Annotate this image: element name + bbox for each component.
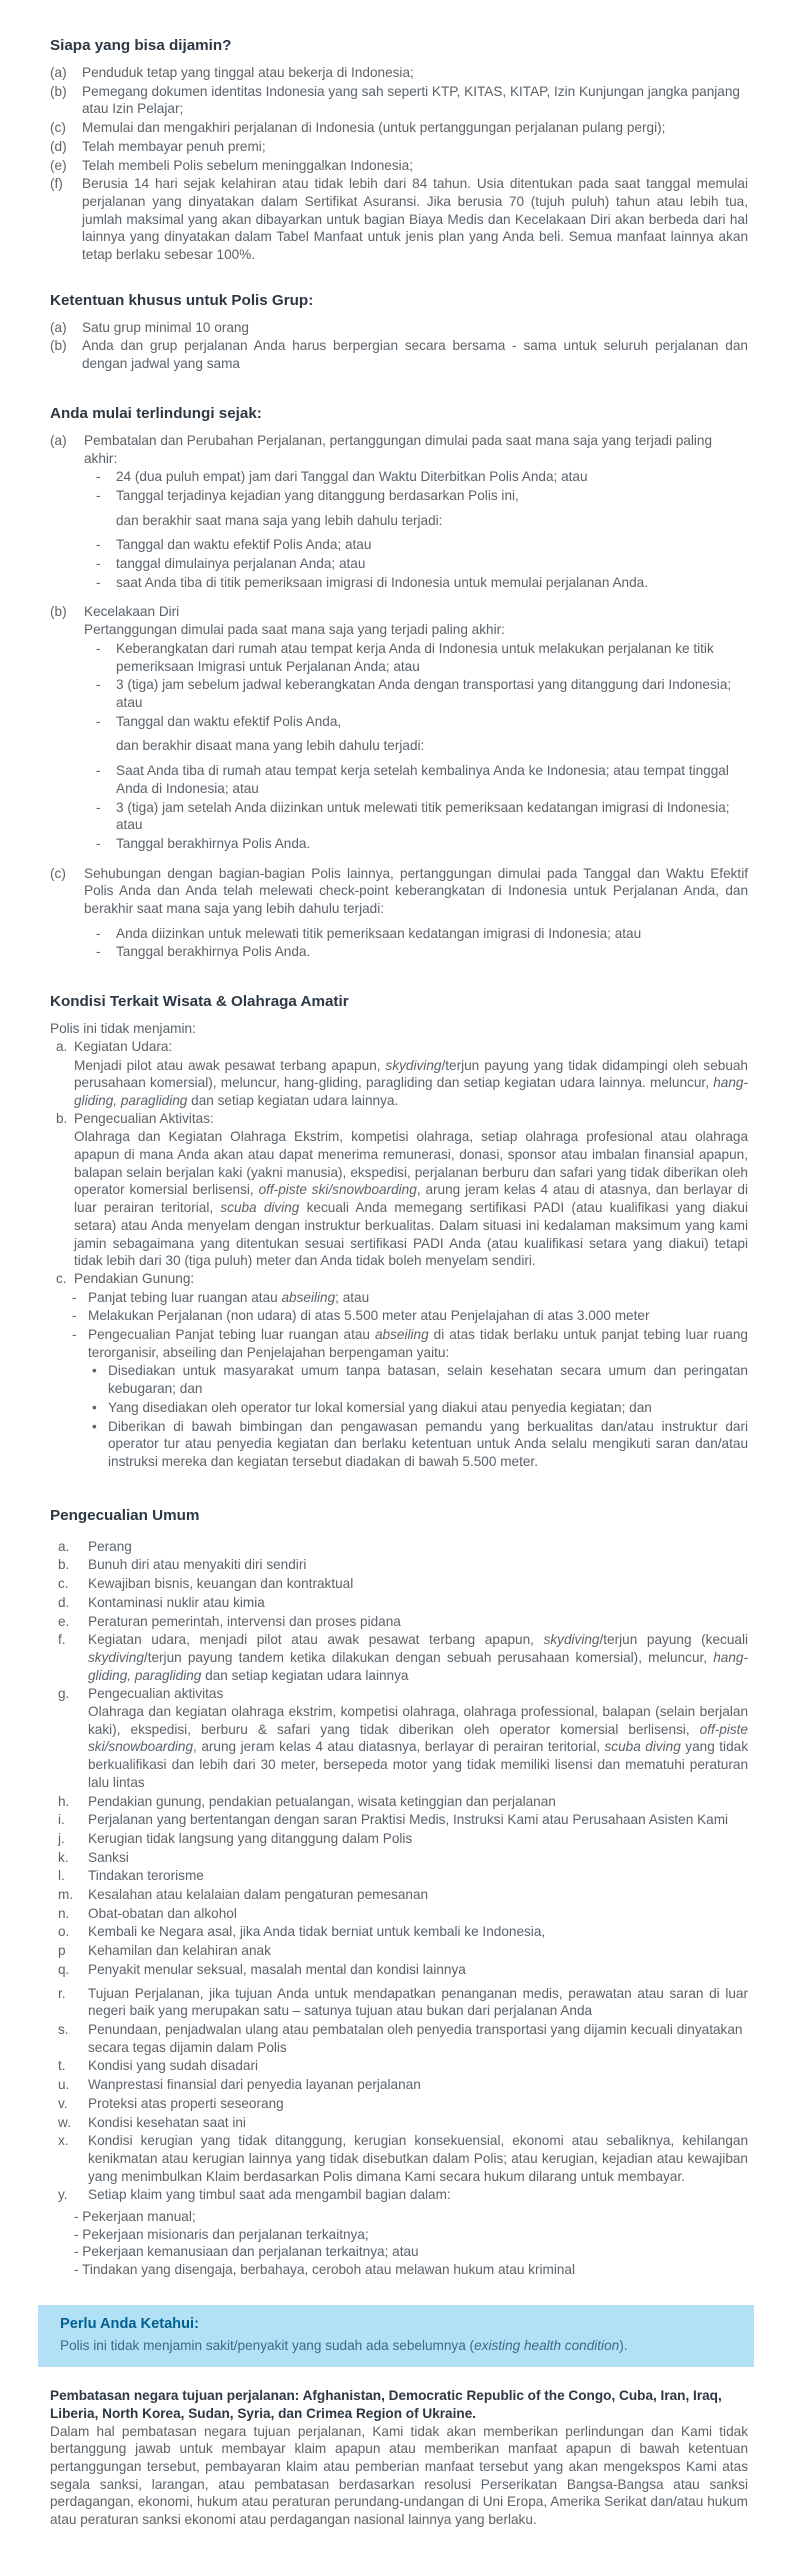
list-text: Tanggal terjadinya kejadian yang ditanggung berdasarkan Polis ini, — [116, 487, 519, 503]
list-item — [96, 574, 748, 592]
list-marker: b. — [56, 1110, 68, 1126]
list-text: Panjat tebing luar ruangan atau abseiling; atau — [88, 1289, 370, 1305]
list-text: Penundaan, penjadwalan ulang atau pembatalan oleh penyedia transportasi yang dijamin kecuali dinyatakan secara tegas dijamin dalam Polis — [88, 2021, 743, 2055]
spacer — [50, 2279, 748, 2305]
list-marker: t. — [58, 2058, 66, 2074]
list-marker: b. — [58, 1557, 70, 1573]
list-text: Keberangkatan dari rumah atau tempat kerja Anda di Indonesia untuk melakukan perjalanan ke titik pemeriksaan Imigrasi untuk Perjalanan Anda; atau — [116, 640, 714, 674]
list-marker: c. — [56, 1270, 67, 1286]
list-marker: - — [96, 763, 101, 779]
list-item — [50, 157, 748, 175]
list-item — [58, 1905, 748, 1923]
list-item — [96, 835, 748, 853]
paragraph: Dalam hal pembatasan negara tujuan perjalanan, Kami tidak akan memberikan perlindungan dan Kami tidak bertanggung jawab untuk membayar klaim apapun atau memberikan manfaat apapun di bawah ketentuan pertanggungan tersebut, pembayaran klaim atau pemberian manfaat tersebut yang akan mengekspos Kami atas segala sanksi, larangan, atau pembatasan berdasarkan resolusi Perserikatan Bangsa-Bangsa atau sanksi perdagangan, ekonomi, hukum atau peraturan perundang-undangan di Uni Eropa, Amerika Serikat dan/atau hukum atau peraturan sanksi ekonomi atau perdagangan nasional lainnya yang berlaku. — [50, 2423, 748, 2528]
list-marker: p — [58, 1943, 66, 1959]
list-marker: (b) — [50, 604, 67, 620]
list-text: 3 (tiga) jam sebelum jadwal keberangkatan Anda dengan transportasi yang ditanggung dari Indonesia; atau — [116, 677, 732, 710]
list-marker: f. — [58, 1632, 66, 1648]
list-item — [56, 1270, 748, 1288]
list-item — [96, 925, 748, 943]
list-item — [58, 2057, 748, 2075]
list-text: Tanggal dan waktu efektif Polis Anda, — [116, 713, 342, 729]
list-marker: e. — [58, 1613, 70, 1629]
list-text: Perang — [88, 1538, 132, 1554]
list-item — [58, 1556, 748, 1574]
list-item — [92, 1418, 748, 1471]
list-text: Kembali ke Negara asal, jika Anda tidak berniat untuk kembali ke Indonesia, — [88, 1924, 546, 1940]
list-item — [58, 2021, 748, 2056]
paragraph: - Pekerjaan kemanusiaan dan perjalanan terkaitnya; atau — [74, 2244, 419, 2260]
list-item — [58, 2076, 748, 2094]
list-marker: - — [96, 713, 101, 729]
list-item — [58, 1961, 748, 1979]
list-text: Anda dan grup perjalanan Anda harus berpergian secara bersama - sama untuk seluruh perjalanan dan dengan jadwal yang sama — [82, 338, 748, 372]
list-text: Penduduk tetap yang tinggal atau bekerja di Indonesia; — [82, 65, 414, 80]
list-marker: h. — [58, 1793, 70, 1809]
list-item — [50, 175, 748, 264]
list-marker: s. — [58, 2021, 69, 2037]
list-text: Wanprestasi finansial dari penyedia layanan perjalanan — [88, 2077, 421, 2093]
list-marker: (b) — [50, 338, 67, 354]
list-marker: - — [72, 1308, 77, 1324]
list-marker: (b) — [50, 83, 67, 99]
list-text: Pengecualian aktivitas Olahraga dan kegiatan olahraga ekstrim, kompetisi olahraga, olahraga professional, balapan (selain berjalan kaki), ekspedisi, berburu & safari yang tidak diberikan oleh operator komersial berlisensi, off-piste ski/snowboarding, arung jeram kelas 4 atau diatasnya, berlayar di perairan teritorial, scuba diving yang tidak berkualifikasi dan lebih dari 30 meter, bersepeda motor yang tidak memiliki lisensi dan mematuhi peraturan lalu lintas — [88, 1686, 748, 1790]
list-text: Peraturan pemerintah, intervensi dan proses pidana — [88, 1613, 401, 1629]
list-text: Kondisi yang sudah disadari — [88, 2058, 259, 2074]
list-marker: g. — [58, 1686, 70, 1702]
paragraph: dan berakhir saat mana saja yang lebih dahulu terjadi: — [116, 512, 443, 528]
list-text: Obat-obatan dan alkohol — [88, 1905, 237, 1921]
list-marker: - — [72, 1289, 77, 1305]
list-text: Pendakian gunung, pendakian petualangan, wisata ketinggian dan perjalanan — [88, 1793, 556, 1809]
list-item — [72, 1326, 748, 1361]
list-marker: (a) — [50, 432, 67, 448]
list-item — [96, 468, 748, 486]
list-item — [56, 1110, 748, 1128]
list-item — [58, 1631, 748, 1684]
paragraph: dan berakhir disaat mana yang lebih dahulu terjadi: — [116, 738, 425, 754]
spacer — [50, 2367, 748, 2387]
list-item — [50, 432, 748, 467]
list-text: Satu grup minimal 10 orang — [82, 319, 249, 335]
list-item — [58, 1942, 748, 1960]
list-marker: o. — [58, 1924, 70, 1940]
list-marker: (c) — [50, 865, 66, 881]
spacer — [50, 592, 748, 603]
list-text: Yang disediakan oleh operator tur lokal komersial yang diakui atau penyedia kegiatan; dan — [108, 1399, 652, 1415]
list-text: tanggal dimulainya perjalanan Anda; atau — [116, 556, 366, 572]
list-item — [58, 1594, 748, 1612]
list-item — [58, 1849, 748, 1867]
list-marker: - — [72, 1327, 77, 1343]
list-text: 24 (dua puluh empat) jam dari Tanggal dan Waktu Diterbitkan Polis Anda; atau — [116, 469, 588, 485]
list-text: saat Anda tiba di titik pemeriksaan imigrasi di Indonesia untuk memulai perjalanan Anda. — [116, 574, 648, 590]
list-marker: y. — [58, 2187, 68, 2203]
list-item — [58, 1867, 748, 1885]
paragraph: Menjadi pilot atau awak pesawat terbang apapun, skydiving/terjun payung yang tidak didampingi oleh sebuah perusahaan komersial), meluncur, hang-gliding, paragliding dan setiap kegiatan udara lainnya. meluncur, hang-gliding, paragliding dan setiap kegiatan udara lainnya. — [74, 1057, 748, 1108]
list-item — [50, 138, 748, 156]
list-marker: (e) — [50, 157, 67, 173]
list-item — [96, 555, 748, 573]
list-item — [50, 119, 748, 137]
list-marker: x. — [58, 2133, 69, 2149]
list-text: Memulai dan mengakhiri perjalanan di Indonesia (untuk pertanggungan perjalanan pulang pergi); — [82, 120, 666, 136]
list-marker: - — [96, 677, 101, 693]
list-marker: - — [96, 556, 101, 572]
list-text: Penyakit menular seksual, masalah mental dan kondisi lainnya — [88, 1961, 466, 1977]
list-marker: l. — [58, 1868, 65, 1884]
section-heading: Siapa yang bisa dijamin? — [50, 37, 232, 54]
section-heading: Pengecualian Umum — [50, 1506, 200, 1524]
list-marker: a. — [56, 1038, 68, 1054]
list-marker: - — [96, 925, 101, 941]
list-text: Telah membayar penuh premi; — [82, 138, 266, 154]
list-marker: - — [96, 640, 101, 656]
list-marker: r. — [58, 1985, 66, 2001]
list-marker: • — [92, 1399, 97, 1415]
list-text: Telah membeli Polis sebelum meninggalkan Indonesia; — [82, 157, 413, 173]
list-text: 3 (tiga) jam setelah Anda diizinkan untuk melewati titik pemeriksaan kedatangan imigrasi di Indonesia; atau — [116, 799, 730, 833]
list-text: Kondisi kesehatan saat ini — [88, 2114, 246, 2130]
list-marker: i. — [58, 1812, 65, 1828]
list-item — [58, 1985, 748, 2020]
list-text: Berusia 14 hari sejak kelahiran atau tidak lebih dari 84 tahun. Usia ditentukan pada saat tanggal memulai perjalanan yang dinyatakan dalam Sertifikat Asuransi. Jika berusia 70 (tujuh puluh) tahun atau lebih tua, jumlah maksimal yang akan dibayarkan untuk bagian Biaya Medis dan Kecelakaan Diri akan berbeda dari hal lainnya yang dinyatakan dalam Tabel Manfaat untuk jenis plan yang Anda beli. Semua manfaat lainnya akan tetap berlaku sebesar 100%. — [82, 176, 748, 263]
list-marker: j. — [58, 1830, 65, 1846]
list-text: Saat Anda tiba di rumah atau tempat kerja setelah kembalinya Anda ke Indonesia; atau tempat tinggal Anda di Indonesia; atau — [116, 763, 729, 796]
list-item — [50, 603, 748, 638]
list-marker: w. — [58, 2114, 71, 2130]
list-text: Sehubungan dengan bagian-bagian Polis lainnya, pertanggungan dimulai pada Tanggal dan Waktu Efektif Polis Anda dan Anda telah melewati check-point keberangkatan di Indonesia untuk Perjalanan Anda, dan berakhir saat mana saja yang lebih dahulu terjadi: — [84, 865, 748, 917]
list-marker: (a) — [50, 319, 67, 335]
spacer — [50, 265, 748, 291]
list-marker: • — [92, 1363, 97, 1379]
list-text: Kondisi kerugian yang tidak ditanggung, kerugian konsekuensial, ekonomi atau sebaliknya, kehilangan kenikmatan atau kerugian lainnya yang tidak disebutkan dalam Polis; atau kerugian, kejadian atau kewajiban yang menimbulkan Klaim berdasarkan Polis dimana Kami secara hukum dilarang untuk membayar. — [88, 2133, 748, 2184]
list-item — [58, 1613, 748, 1631]
spacer — [50, 374, 748, 404]
list-item — [50, 865, 748, 918]
list-item — [58, 1793, 748, 1811]
list-text: Perjalanan yang bertentangan dengan saran Praktisi Medis, Instruksi Kami atau Perusahaan Asisten Kami — [88, 1812, 729, 1828]
list-item — [72, 1289, 748, 1307]
paragraph: Polis ini tidak menjamin: — [50, 1021, 196, 1037]
list-item — [72, 1307, 748, 1325]
list-text: Pemegang dokumen identitas Indonesia yang sah seperti KTP, KITAS, KITAP, Izin Kunjungan jangka panjang atau Izin Pelajar; — [82, 83, 740, 117]
list-text: Tanggal berakhirnya Polis Anda. — [116, 835, 311, 851]
list-text: Kegiatan udara, menjadi pilot atau awak pesawat terbang apapun, skydiving/terjun payung (kecuali skydiving/terjun payung tandem ketika dilakukan dengan sebuah perusahaan komersial), meluncur, hang-gliding, paragliding dan setiap kegiatan udara lainnya — [88, 1632, 748, 1683]
paragraph: - Pekerjaan misionaris dan perjalanan terkaitnya; — [74, 2226, 369, 2242]
list-text: Anda diizinkan untuk melewati titik pemeriksaan kedatangan imigrasi di Indonesia; atau — [116, 925, 642, 941]
list-item — [50, 337, 748, 372]
list-text: Setiap klaim yang timbul saat ada mengambil bagian dalam: — [88, 2187, 451, 2203]
list-marker: (c) — [50, 120, 66, 136]
list-item — [58, 1886, 748, 1904]
list-item — [96, 713, 748, 731]
list-item — [50, 83, 748, 118]
list-marker: (d) — [50, 138, 67, 154]
list-marker: - — [96, 835, 101, 851]
list-text: Sanksi — [88, 1849, 129, 1865]
list-item — [58, 1575, 748, 1593]
spacer — [50, 962, 748, 992]
list-text: Kewajiban bisnis, keuangan dan kontraktual — [88, 1576, 354, 1592]
list-marker: (f) — [50, 176, 63, 192]
list-marker: q. — [58, 1961, 70, 1977]
spacer — [50, 854, 748, 865]
list-marker: - — [96, 469, 101, 485]
list-item — [96, 762, 748, 797]
list-marker: - — [96, 574, 101, 590]
list-item — [56, 1038, 748, 1056]
paragraph: Pembatasan negara tujuan perjalanan: Afghanistan, Democratic Republic of the Congo, Cuba, Iran, Iraq, Liberia, North Korea, Sudan, Syria, dan Crimea Region of Ukraine. — [50, 2388, 722, 2421]
list-marker: (a) — [50, 65, 67, 80]
list-text: Pendakian Gunung: — [74, 1270, 195, 1286]
list-marker: • — [92, 1418, 97, 1434]
list-marker: a. — [58, 1538, 70, 1554]
list-text: Tanggal berakhirnya Polis Anda. — [116, 944, 311, 960]
list-item — [96, 536, 748, 554]
list-item — [58, 1830, 748, 1848]
list-item — [58, 1811, 748, 1829]
section-heading: Anda mulai terlindungi sejak: — [50, 404, 262, 422]
list-item — [96, 943, 748, 961]
list-item — [58, 2114, 748, 2132]
list-marker: m. — [58, 1887, 74, 1903]
list-text: Kesalahan atau kelalaian dalam pengaturan pemesanan — [88, 1887, 429, 1903]
list-text: Melakukan Perjalanan (non udara) di atas 5.500 meter atau Penjelajahan di atas 3.000 meter — [88, 1308, 650, 1324]
list-item — [92, 1362, 748, 1397]
list-text: Pengecualian Aktivitas: — [74, 1110, 214, 1126]
list-item — [96, 487, 748, 505]
paragraph: - Pekerjaan manual; — [74, 2209, 196, 2225]
list-marker: d. — [58, 1594, 70, 1610]
list-text: Pengecualian Panjat tebing luar ruangan atau abseiling di atas tidak berlaku untuk panjat tebing luar ruang terorganisir, abseiling dan Penjelajahan berpengaman yaitu: — [88, 1327, 748, 1360]
list-text: Tanggal dan waktu efektif Polis Anda; atau — [116, 537, 372, 553]
list-text: Disediakan untuk masyarakat umum tanpa batasan, selain kesehatan secara umum dan peringatan kebugaran; dan — [108, 1363, 748, 1397]
list-item — [58, 1538, 748, 1556]
list-marker: n. — [58, 1905, 70, 1921]
paragraph: Olahraga dan Kegiatan Olahraga Ekstrim, kompetisi olahraga, setiap olahraga profesional atau olahraga apapun di mana Anda akan atau dapat menerima remunerasi, donasi, sponsor atau imbalan finansial apapun, balapan selain berjalan kaki (yakni manusia), ekspedisi, perjalanan berburu dan safari yang tidak diberikan oleh operator komersial berlisensi, off-piste ski/snowboarding, arung jeram kelas 4 atau di atasnya, dan berlayar di luar perairan teritorial, scuba diving kecuali Anda memegang sertifikasi PADI (atau kualifikasi yang diakui setara) atau Anda menyelam dengan instruktur berkualitas. Dalam situasi ini kedalaman maksimum yang kami jamin sebagaimana yang ditentukan sesuai sertifikasi PADI Anda (atau kualifikasi setara yang diakui) tetapi tidak lebih dari 30 (tiga puluh) meter dan Anda tidak boleh menyelam sendiri. — [74, 1129, 748, 1269]
list-text: Tindakan terorisme — [88, 1868, 204, 1884]
list-item — [50, 64, 748, 82]
list-marker: - — [96, 799, 101, 815]
list-item — [58, 1923, 748, 1941]
list-item — [58, 1685, 748, 1791]
list-marker: - — [96, 944, 101, 960]
list-text: Kerugian tidak langsung yang ditanggung dalam Polis — [88, 1830, 413, 1846]
list-text: Kehamilan dan kelahiran anak — [88, 1943, 271, 1959]
list-item — [96, 640, 748, 675]
list-text: Kecelakaan Diri Pertanggungan dimulai pada saat mana saja yang terjadi paling akhir: — [84, 604, 505, 638]
info-box — [38, 2305, 754, 2367]
list-text: Bunuh diri atau menyakiti diri sendiri — [88, 1557, 307, 1573]
list-marker: - — [96, 487, 101, 503]
list-item — [50, 319, 748, 337]
info-box-text: Polis ini tidak menjamin sakit/penyakit yang sudah ada sebelumnya (existing health condition). — [60, 2337, 628, 2353]
list-item — [58, 2186, 748, 2204]
list-text: Kegiatan Udara: — [74, 1038, 173, 1054]
list-marker: - — [96, 537, 101, 553]
list-item — [58, 2095, 748, 2113]
list-marker: v. — [58, 2095, 68, 2111]
list-item — [96, 676, 748, 711]
list-text: Tujuan Perjalanan, jika tujuan Anda untuk mendapatkan penanganan medis, perawatan atau saran di luar negeri baik yang merupakan satu – satunya tujuan atau bukan dari perjalanan Anda — [88, 1985, 748, 2019]
list-text: Diberikan di bawah bimbingan dan pengawasan pemandu yang berkualitas dan/atau instruktur dari operator tur atau penyedia kegiatan dan berlaku ketentuan untuk Anda selalu mengikuti saran dan/atau instruksi mereka dan kegiatan tersebut diadakan di bawah 5.500 meter. — [108, 1418, 748, 1469]
spacer — [50, 1472, 748, 1506]
section-heading: Kondisi Terkait Wisata & Olahraga Amatir — [50, 993, 349, 1011]
list-item — [58, 2132, 748, 2185]
list-text: Proteksi atas properti seseorang — [88, 2095, 284, 2111]
list-item — [96, 799, 748, 834]
list-text: Kontaminasi nuklir atau kimia — [88, 1594, 265, 1610]
list-marker: u. — [58, 2077, 70, 2093]
section-heading: Ketentuan khusus untuk Polis Grup: — [50, 291, 314, 309]
info-box-title: Perlu Anda Ketahui: — [60, 2315, 199, 2332]
list-text: Pembatalan dan Perubahan Perjalanan, pertanggungan dimulai pada saat mana saja yang terjadi paling akhir: — [84, 432, 713, 466]
list-item — [92, 1399, 748, 1417]
paragraph: - Tindakan yang disengaja, berbahaya, ceroboh atau melawan hukum atau kriminal — [74, 2262, 576, 2278]
list-marker: c. — [58, 1576, 69, 1592]
list-marker: k. — [58, 1849, 69, 1865]
